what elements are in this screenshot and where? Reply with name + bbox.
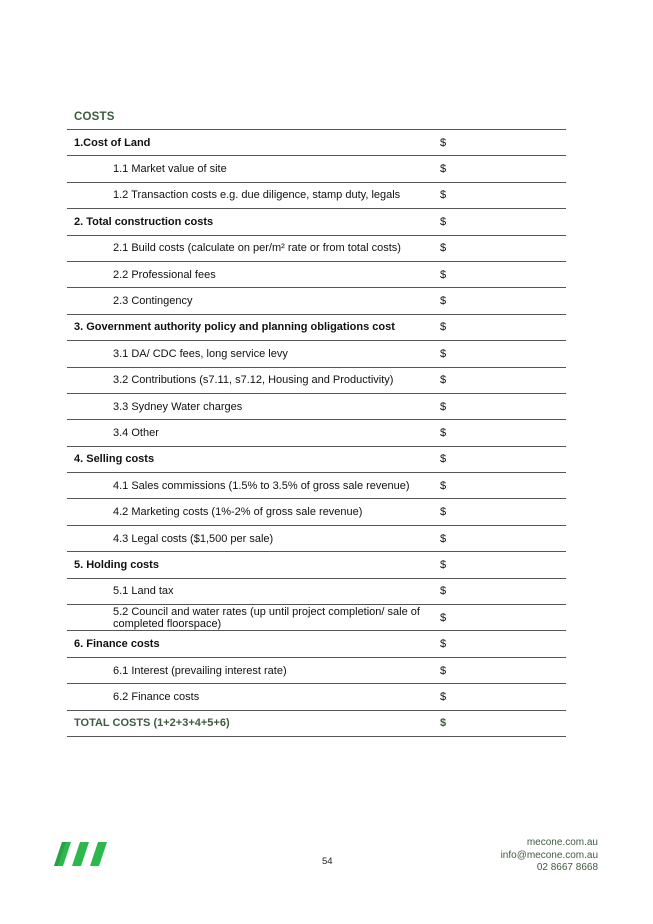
row-value: $ [440,690,447,703]
row-value: $ [440,295,447,308]
section-heading: COSTS [74,111,115,123]
row-value: $ [440,347,447,360]
row-value: $ [440,479,447,492]
row-label: 5.2 Council and water rates (up until project completion/ sale of completed floorspace) [113,605,420,630]
section-row [67,631,566,657]
row-label: 2.3 Contingency [113,295,193,308]
table-row [67,288,566,314]
row-label: 4. Selling costs [74,453,155,466]
row-value: $ [440,611,447,624]
row-label: 4.2 Marketing costs (1%-2% of gross sale revenue) [113,506,363,519]
costs-table [67,129,566,737]
row-value: $ [440,163,447,176]
row-value: $ [440,664,447,677]
table-row [67,183,566,209]
mecone-logo-icon [52,839,110,867]
table-row [67,262,566,288]
website-link[interactable]: mecone.com.au [526,837,598,848]
row-value: $ [440,242,447,255]
table-row [67,684,566,710]
contact-block [501,837,598,875]
row-value: $ [440,453,447,466]
row-label: 1.1 Market value of site [113,163,227,176]
total-row [67,711,566,737]
row-label: 5. Holding costs [74,558,159,571]
row-label: 1.2 Transaction costs e.g. due diligence, stamp duty, legals [113,189,401,202]
row-value: $ [440,215,447,228]
row-value: $ [440,585,447,598]
row-value: $ [440,717,447,730]
table-row [67,368,566,394]
row-value: $ [440,532,447,545]
row-label: 3.1 DA/ CDC fees, long service levy [113,347,288,360]
row-value: $ [440,426,447,439]
row-value: $ [440,558,447,571]
table-row [67,394,566,420]
row-value: $ [440,321,447,334]
row-label: TOTAL COSTS (1+2+3+4+5+6) [74,717,230,730]
row-label: 2.1 Build costs (calculate on per/m² rate or from total costs) [113,242,401,255]
row-value: $ [440,638,447,651]
table-row [67,499,566,525]
row-label: 1.Cost of Land [74,136,151,149]
row-value: $ [440,506,447,519]
row-label: 3. Government authority policy and planning obligations cost [74,321,395,334]
table-row [67,341,566,367]
row-value: $ [440,268,447,281]
section-row [67,552,566,578]
section-row [67,130,566,156]
row-label: 3.4 Other [113,426,159,439]
table-row [67,236,566,262]
row-label: 3.3 Sydney Water charges [113,400,243,413]
row-label: 2. Total construction costs [74,215,214,228]
row-label: 6. Finance costs [74,638,160,651]
phone-number: 02 8667 8668 [536,862,598,873]
row-label: 4.3 Legal costs ($1,500 per sale) [113,532,274,545]
table-row [67,473,566,499]
email-link[interactable]: info@mecone.com.au [500,849,598,861]
row-value: $ [440,400,447,413]
section-row [67,447,566,473]
row-label: 4.1 Sales commissions (1.5% to 3.5% of gross sale revenue) [113,479,410,492]
table-row [67,605,566,631]
section-row [67,209,566,235]
table-row [67,579,566,605]
row-label: 6.1 Interest (prevailing interest rate) [113,664,287,677]
table-row [67,658,566,684]
row-label: 5.1 Land tax [113,585,174,598]
page-number: 54 [322,856,333,867]
row-label: 2.2 Professional fees [113,268,216,281]
row-value: $ [440,374,447,387]
section-row [67,315,566,341]
row-value: $ [440,189,447,202]
table-row [67,420,566,446]
table-row [67,526,566,552]
row-label: 3.2 Contributions (s7.11, s7.12, Housing and Productivity) [113,374,394,387]
table-row [67,156,566,182]
row-label: 6.2 Finance costs [113,690,200,703]
row-value: $ [440,136,447,149]
